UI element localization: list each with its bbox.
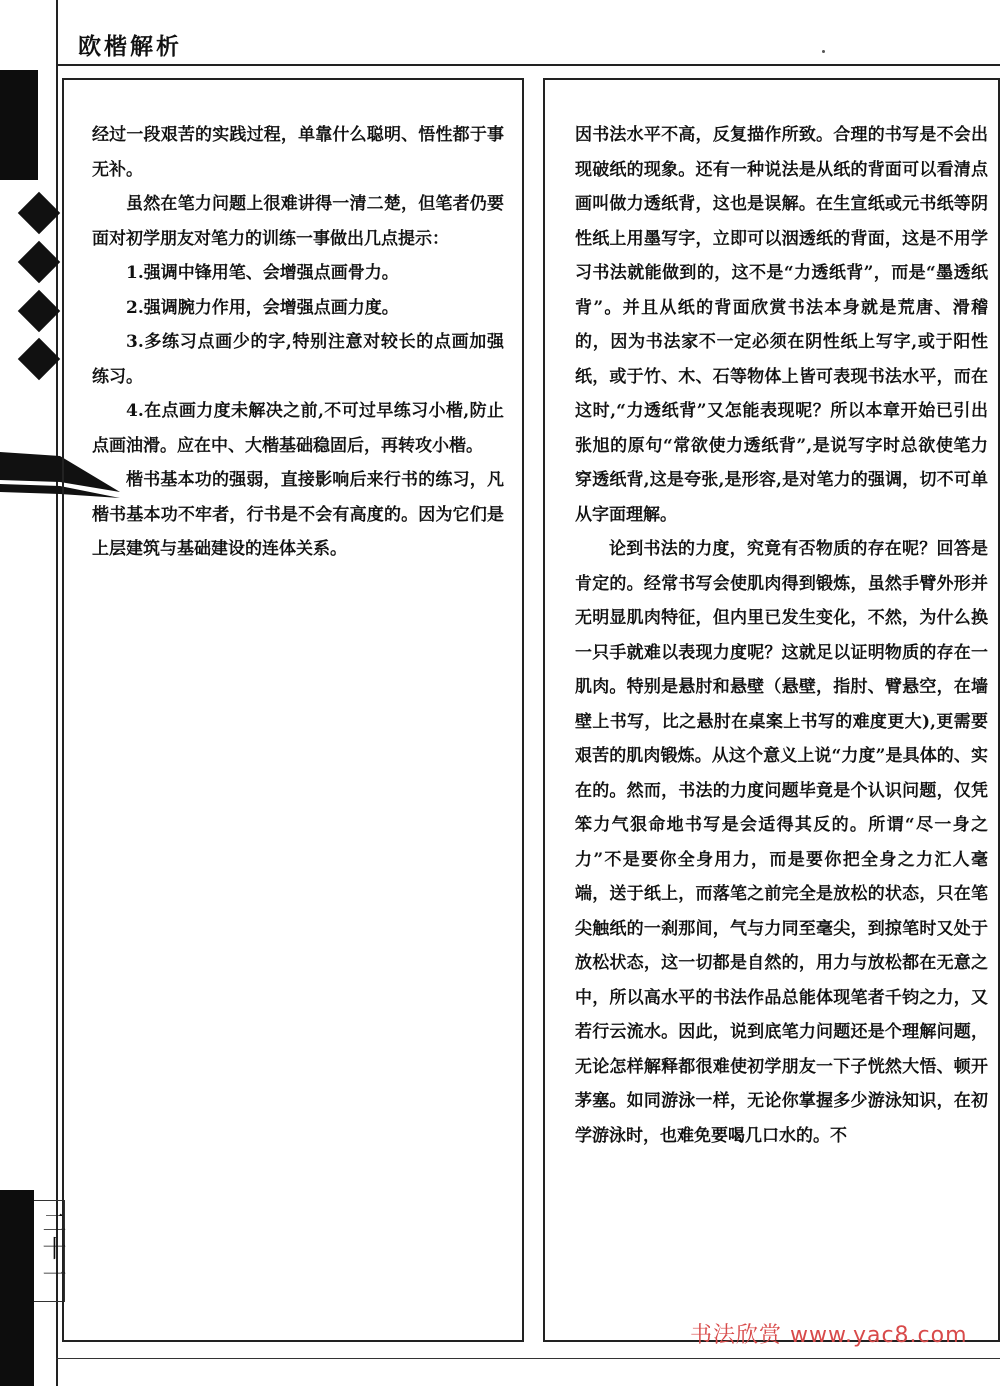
diamond-ornament-1 <box>18 192 60 234</box>
left-paragraph-1: 经过一段艰苦的实践过程，单靠什么聪明、悟性都于事无补。 <box>92 125 504 180</box>
left-margin-rule <box>56 0 58 1386</box>
watermark-text: 书法欣赏 www.yac8.com <box>690 1323 968 1348</box>
margin-black-bar-top <box>0 70 38 180</box>
diamond-ornament-2 <box>18 241 60 283</box>
diamond-ornament-3 <box>18 290 60 332</box>
diamond-ornament-4 <box>18 338 60 380</box>
left-list-item-4: 4.在点画力度未解决之前,不可过早练习小楷,防止点画油滑。应在中、大楷基础稳固后，再转攻小楷。 <box>92 401 504 456</box>
right-paragraph-1: 因书法水平不高，反复描作所致。合理的书写是不会出现破纸的现象。还有一种说法是从纸的背面可以看清点画叫做力透纸背，这也是误解。在生宣纸或元书纸等阴性纸上用墨写字，立即可以洇透纸的背面，这是不用学习书法就能做到的，这不是“力透纸背”，而是“墨透纸背”。并且从纸的背面欣赏书法本身就是荒唐、滑稽的，因为书法家不一定必须在阴性纸上写字,或于阳性纸，或于竹、木、石等物体上皆可表现书法水平，而在这时,“力透纸背”又怎能表现呢？所以本章开始已引出张旭的原句“常欲使力透纸背”,是说写字时总欲使笔力穿透纸背,这是夸张,是形容,是对笔力的强调，切不可单从字面理解。 <box>575 125 988 525</box>
margin-black-bar-bottom <box>0 1190 34 1386</box>
footer-rule <box>56 1358 1000 1359</box>
right-text-column <box>543 78 1000 1342</box>
left-text-column <box>62 78 524 1342</box>
left-paragraph-2: 虽然在笔力问题上很难讲得一清二楚，但笔者仍要面对初学朋友对笔力的训练一事做出几点提示： <box>92 194 504 249</box>
left-list-item-1: 1.强调中锋用笔、会增强点画骨力。 <box>126 263 399 283</box>
page-number: 二十一 <box>38 1210 66 1288</box>
left-list-item-2: 2.强调腕力作用，会增强点画力度。 <box>126 297 399 318</box>
page-header-title: 欧楷解析 <box>78 34 182 60</box>
left-list-item-3: 3.多练习点画少的字,特别注意对较长的点画加强练习。 <box>92 332 504 387</box>
right-paragraph-2: 论到书法的力度，究竟有否物质的存在呢？回答是肯定的。经常书写会使肌肉得到锻炼，虽然手臂外形并无明显肌肉特征，但内里已发生变化，不然，为什么换一只手就难以表现力度呢？这就足以证明物质的存在一肌肉。特别是悬肘和悬壁（悬壁，指肘、臂悬空，在墙壁上书写，比之悬肘在桌案上书写的难度更大),更需要艰苦的肌肉锻炼。从这个意义上说“力度”是具体的、实在的。然而，书法的力度问题毕竟是个认识问题，仅凭笨力气狠命地书写是会适得其反的。所谓“尽一身之力”不是要你全身用力，而是要你把全身之力汇人毫端，送于纸上，而落笔之前完全是放松的状态，只在笔尖触纸的一刹那间，气与力同至毫尖，到掠笔时又处于放松状态，这一切都是自然的，用力与放松都在无意之中，所以高水平的书法作品总能体现笔者千钧之力，又若行云流水。因此，说到底笔力问题还是个理解问题，无论怎样解释都很难使初学朋友一下子恍然大悟、顿开茅塞。如同游泳一样，无论你掌握多少游泳知识，在初学游泳时，也难免要喝几口水的。不 <box>575 539 988 1146</box>
left-paragraph-3: 楷书基本功的强弱，直接影响后来行书的练习，凡楷书基本功不牢者，行书是不会有高度的。因为它们是上层建筑与基础建设的连体关系。 <box>92 470 504 559</box>
speck <box>822 50 825 53</box>
header-rule <box>56 64 1000 66</box>
